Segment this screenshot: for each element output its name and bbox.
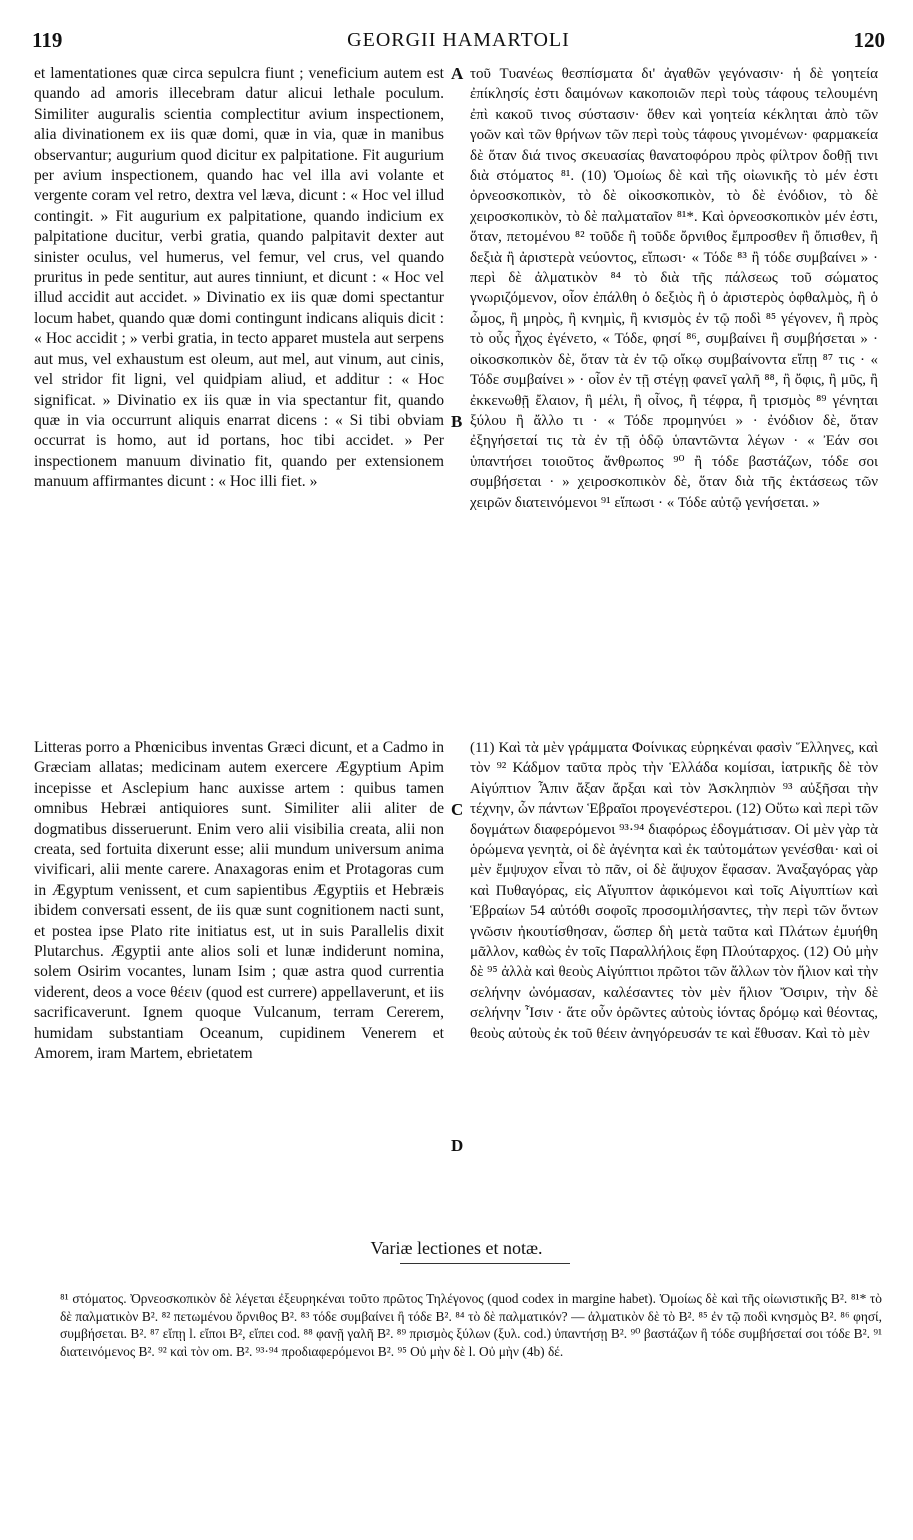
greek-paragraph-1: τοῦ Τυανέως θεσπίσματα δι' ἀγαθῶν γεγόνασιν· ἡ δὲ γοητεία ἐπίκλησίς ἐστι δαιμόνων κακοποιῶν περὶ τοὺς τάφους τελουμένη ἐπὶ κακοῦ τινος σύστασιν· ὅθεν καὶ γοητεία κέκληται ἀπὸ τῶν γοῶν καὶ τῶν θρήνων τῶν περὶ τοὺς τάφους γινομένων· φαρμακεία δὲ ὅταν διά τινος σκευασίας θανατοφόρου πρὸς φίλτρον δοθῇ τινι διὰ στόματος ⁸¹. (10) Ὁμοίως δὲ καὶ τῆς οἰωνικῆς τὸ μέν ἐστι ὀρνεοσκοπικὸν, τὸ δὲ οἰκοσκοπικὸν, τὸ δὲ ἐνόδιον, τὸ δὲ χειροσκοπικὸν, τὸ δὲ παλματαῖον ⁸¹*. Καὶ ὀρνεοσκοπικὸν μέν ἐστι, ὅταν, πετομένου ⁸² τοῦδε ἢ τοῦδε ὄρνιθος ἔμπροσθεν ἢ ὄπισθεν, ἢ δεξιὰ ἢ ἀριστερὰ νεύοντος, εἴπωσι· « Τόδε ⁸³ ἢ τόδε συμβαίνει » · περὶ δὲ ἀλματικὸν ⁸⁴ τὸ διὰ τῆς πάλσεως τοῦ σώματος γνωριζόμενον, οἷον ἐπάλθη ὁ δεξιὸς ἢ ὁ ἀριστερὸς ὀφθαλμὸς, ἢ ὁ ὦμος, ἢ μηρὸς, ἢ κνημὶς, ἢ κνισμὸς ἐν τῷ ποδὶ ⁸⁵ γέγονεν, ἢ πρὸς τὸ οὖς ἦχος ἐγένετο, « Τόδε, φησί ⁸⁶, συμβαίνει ἢ συμβήσεται » · οἰκοσκοπικὸν δὲ, ὅταν τὰ ἐν τῷ οἴκῳ συμβαίνοντα εἴπῃ ⁸⁷ τις · « Τόδε συμβαίνει » · οἷον ἐν τῇ στέγῃ φανεῖ γαλῆ ⁸⁸, ἢ ὄφις, ἢ μῦς, ἢ ἐκκενωθῇ ἔλαιον, ἢ μέλι, ἢ οἶνος, ἢ τέφρα, ἢ τρισμὸς ⁸⁹ γένηται ξύλου ἢ ἄλλο τι · « Τόδε προμηνύει » · ἐνόδιον δὲ, ὅταν ἐξηγήσεταί τις τὰ ἐν τῇ ὁδῷ ὑπαντῶντα λέγων · « Ἐάν σοι ὑπαντήσει τοιοῦτος ἄνθρωπος ⁹⁰ ἢ τόδε βαστάζων, τόδε σοι συμβήσεται · » χειροσκοπικὸν δὲ, ὅταν διὰ τῆς ἐκτάσεως τῶν χειρῶν διατεινόμενοι ⁹¹ εἴπωσι · « Τόδε αὐτῷ γενήσεται. » [470, 66, 878, 511]
section-marker-b: B [451, 412, 463, 431]
running-title: GEORGII HAMARTOLI [347, 29, 570, 51]
footnotes-text: ⁸¹ στόματος. Ὀρνεοσκοπικὸν δὲ λέγεται ἐξευρηκέναι τοῦτο πρῶτος Τηλέγονος (quod codex in margine habet). Ὁμοίως δὲ καὶ τῆς οἰωνιστικῆς B². ⁸¹* τὸ δὲ παλματικὸν B². ⁸² πετωμένου ὄρνιθος B². ⁸³ τόδε συμβαίνει ἢ τόδε B². ⁸⁴ τὸ δὲ παλματικόν? — ἀλματικὸν δὲ τὸ B². ⁸⁵ ἐν τῷ ποδὶ κνησμὸς B². ⁸⁶ φησί, συμβήσεται. B². ⁸⁷ εἴπῃ l. εἴποι B², εἴπει cod. ⁸⁸ φανῇ γαλῆ B². ⁸⁹ πρισμὸς ξύλων (ξυλ. cod.) ὑπαντήσῃ B². ⁹⁰ βαστάζων ἢ τόδε συμβήσεταί σοι τόδε B². ⁹¹ διατεινόμενος B². ⁹² καὶ τὸν om. B². ⁹³·⁹⁴ προδιαφερόμενοι B². ⁹⁵ Οὐ μὴν δὲ l. Οὐ μὴν (4b) δέ. [60, 1291, 882, 1359]
notes-heading: Variæ lectiones et notæ. [370, 1238, 543, 1258]
latin-column-lower [34, 738, 444, 1204]
greek-paragraph-2: (11) Καὶ τὰ μὲν γράμματα Φοίνικας εὑρηκέναι φασὶν Ἕλληνες, καὶ τὸν ⁹² Κάδμον ταῦτα πρὸς τὴν Ἑλλάδα κομίσαι, ἰατρικῆς δὲ τὸν Αἰγύπτιον Ἆπιν ἄξαν ἄρξαι καὶ τὸν Ἀσκληπιὸν ⁹³ αὐξῆσαι τὴν τέχνην, ὧν πάντων Ἑβραῖοι προγενέστεροι. (12) Οὕτω καὶ περὶ τῶν δογμάτων διαφερόμενοι ⁹³·⁹⁴ διαφόρως ἐδογμάτισαν. Οἱ μὲν γὰρ τὰ ὁρώμενα γενητὰ, οἱ δὲ ἀγένητα καὶ ἐκ ταὐτομάτων γενέσθαι· καὶ οἱ μὲν ἔμψυχον εἶναι τὸ πᾶν, οἱ δὲ ἄψυχον ἔφασαν. Ἀναξαγόρας γὰρ καὶ Πυθαγόρας, εἰς Αἴγυπτον ἀφικόμενοι καὶ τοῖς Αἰγυπτίων καὶ Ἑβραίων 54 αὐτόθι σοφοῖς προσομιλήσαντες, τὴν περὶ τῶν ὄντων γνῶσιν ἠκουτίσθησαν, ὥσπερ δὴ μετὰ ταῦτα καὶ Πλάτων ἐμυήθη μᾶλλον, καθὼς ἐν τοῖς Παραλλήλοις ἔφη Πλούταρχος. (12) Οὐ μὴν δὲ ⁹⁵ ἀλλὰ καὶ θεοὺς Αἰγύπτιοι πρῶτοι τῶν ἄλλων τὸν ἥλιον καὶ τὴν σελήνην ὠνόμασαν, καλέσαντες τὸν μὲν ἥλιον Ὄσιριν, τὴν δὲ σελήνην Ἶσιν · ἅτε οὖν ὁρῶντες αὐτοὺς ἰόντας δρόμῳ καὶ θέοντας, θεοὺς αὐτοὺς ἐκ τοῦ θέειν ἀνηγόρευσάν τε καὶ ἔθυσαν. Καὶ τὸ μὲν [470, 740, 878, 1042]
footnotes [60, 1290, 882, 1460]
section-marker-c: C [451, 800, 464, 819]
latin-column-upper [34, 64, 444, 724]
section-marker-a: A [451, 64, 464, 83]
latin-paragraph-1: et lamentationes quæ circa sepulcra fiunt ; veneficium autem est quando ad amoris illecebram datur alicui lethale poculum. Similiter auguralis scientia complectitur avium inspectionem, alia divinationem ex iis quæ domi, quæ in via, quæ in manibus observantur; augurium quod dicitur ex palpitatione. Fit augurium per avium inspectionem, quando hac vel illa avi volante et vergente coram vel retro, dextra vel læva, dicunt : « Hoc vel illud contingit. » Fit augurium ex palpitatione, quando indicium ex palpitatione ducitur, verbi gratia, quando palpitavit dexter aut sinister oculus, vel humerus, vel femur, vel crus, vel quando pruritus in pede sentitur, aut aures tinniunt, et dicunt : « Hoc vel illud accidit aut accidet. » Divinatio ex iis quæ domi spectantur locum habet, quando quæ domi contingunt indicans aliquis dicit : « Hoc accidit ; » verbi gratia, in tecto apparet mustela aut serpens aut mus, vel exhaustum est oleum, aut mel, aut vinum, aut cinis, vel stridor fit ligni, vel quidpiam aliud, et additur : « Hoc significat. » Divinatio ex iis quæ in via spectantur fit, quando quæ in via occurrunt aliquis enarrat dicens : « Si tibi obviam occurrat is homo, aut id portans, hoc tibi accidet. » Per inspectionem manuum divinatio fit, quando per extensionem manuum affirmantes dicunt : « Hoc illi fiet. » [34, 65, 444, 491]
greek-column-upper [470, 64, 878, 724]
right-page-number: 120 [853, 28, 885, 52]
section-marker-d: D [451, 1136, 464, 1155]
page-header [32, 28, 885, 54]
greek-column-lower [470, 738, 878, 1204]
latin-paragraph-2: Litteras porro a Phœnicibus inventas Græci dicunt, et a Cadmo in Græciam allatas; medicinam autem exercere Ægyptium Apim incepisse et Asclepium hanc auxisse artem : quibus tamen omnibus Hebræi antiquiores sunt. Similiter alii aliter de dogmatibus disseruerunt. Enim vero alii visibilia creata, alii non creata, sed fortuita dixerunt esse; alii mundum universum anima vivificari, alii mente carere. Anaxagoras enim et Protagoras cum in Ægyptum venissent, et cum sapientibus Ægyptiis et Hebræis ibidem conversati essent, de iis quæ sunt cognitionem nacti sunt, et postea ipse Plato rite initiatus est, ut in suis Parallelis dixit Plutarchus. Ægyptii ante alios soli et lunæ indiderunt nomina, solem Osirim vocantes, lunam Isim ; quæ astra quod currentia viderent, deos a voce θέειν (quod est currere) appellaverunt, et iis sacrificaverunt. Ignem quoque Vulcanum, terram Cererem, humidam substantiam Oceanum, cupidinem Venerem et Amorem, iram Martem, ebrietatem [34, 739, 444, 1063]
notes-divider [400, 1263, 570, 1264]
left-page-number: 119 [32, 28, 63, 52]
